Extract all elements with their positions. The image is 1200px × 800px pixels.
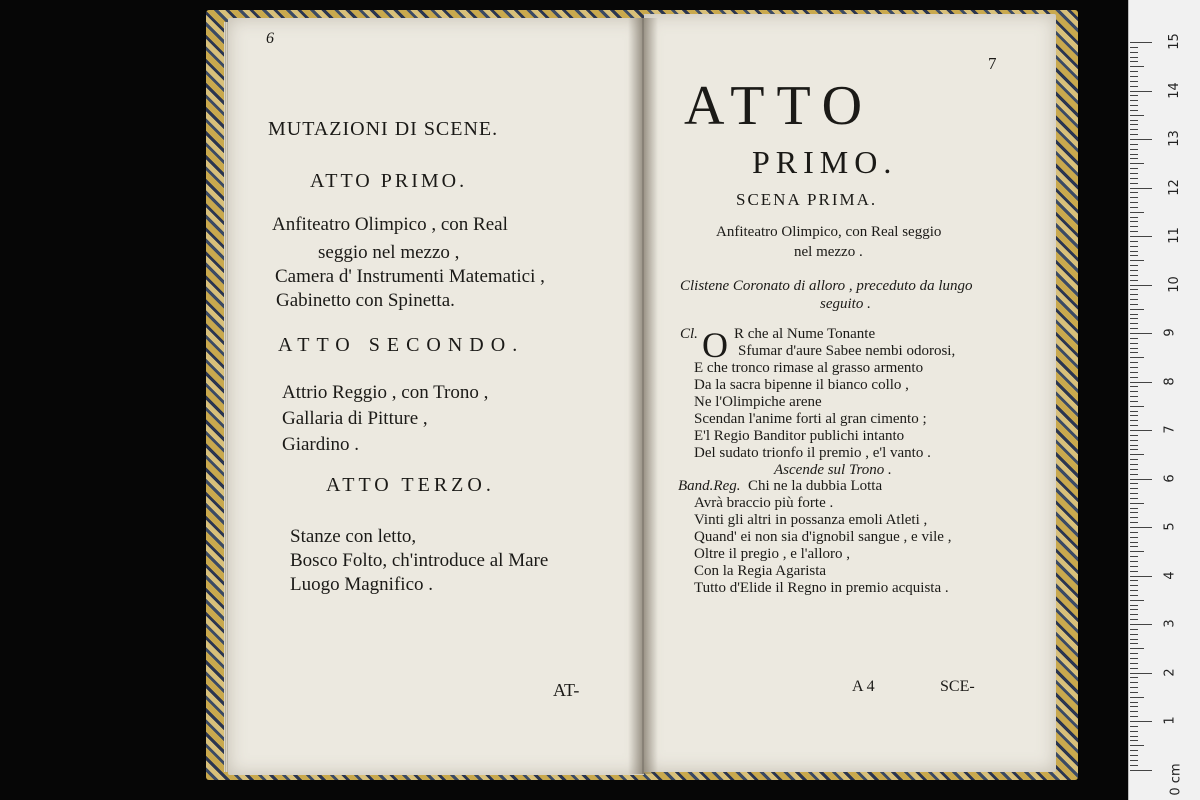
left-page-heading: MUTAZIONI DI SCENE. [268, 118, 499, 140]
ruler-tick [1130, 595, 1138, 596]
measuring-ruler [1128, 0, 1200, 800]
act-title: ATTO TERZO. [326, 474, 495, 496]
ruler-tick [1130, 614, 1138, 615]
ruler-tick [1130, 600, 1144, 601]
ruler-tick [1130, 348, 1138, 349]
ruler-tick [1130, 314, 1138, 315]
ruler-tick [1130, 285, 1152, 286]
ruler-tick [1130, 571, 1138, 572]
ruler-tick [1130, 474, 1138, 475]
ruler-tick [1130, 498, 1138, 499]
verse-line: R che al Nume Tonante [734, 326, 876, 342]
stage-direction: Ascende sul Trono . [774, 462, 892, 478]
ruler-tick [1130, 91, 1152, 92]
ruler-tick [1130, 192, 1138, 193]
ruler-tick [1130, 590, 1138, 591]
scene-line: Gabinetto con Spinetta. [276, 290, 455, 311]
ruler-tick [1130, 338, 1138, 339]
ruler-tick [1130, 396, 1138, 397]
ruler-tick [1130, 770, 1152, 771]
ruler-tick [1130, 265, 1138, 266]
ruler-number: 7 [1162, 425, 1178, 434]
ruler-tick [1130, 86, 1138, 87]
ruler-tick [1130, 144, 1138, 145]
ruler-tick [1130, 765, 1138, 766]
ruler-tick [1130, 658, 1138, 659]
ruler-tick [1130, 47, 1138, 48]
ruler-tick [1130, 430, 1152, 431]
ruler-tick [1130, 673, 1152, 674]
ruler-tick [1130, 546, 1138, 547]
verse-line: Vinti gli altri in possanza emoli Atleti , [694, 512, 928, 528]
ruler-tick [1130, 120, 1138, 121]
ruler-number: 3 [1162, 619, 1178, 628]
ruler-tick [1130, 386, 1138, 387]
ruler-tick [1130, 488, 1138, 489]
ruler-tick [1130, 760, 1138, 761]
ruler-tick [1130, 648, 1144, 649]
ruler-tick [1130, 304, 1138, 305]
verse-line: Quand' ei non sia d'ignobil sangue , e vile , [694, 529, 952, 545]
ruler-tick [1130, 275, 1138, 276]
ruler-tick [1130, 479, 1152, 480]
ruler-tick [1130, 682, 1138, 683]
speaker-name: Band.Reg. [678, 478, 741, 494]
ruler-tick [1130, 522, 1138, 523]
ruler-tick [1130, 163, 1144, 164]
ruler-tick [1130, 731, 1138, 732]
ruler-tick [1130, 188, 1152, 189]
scene-line: Giardino . [282, 434, 360, 455]
right-page-number: 7 [988, 54, 997, 73]
ruler-tick [1130, 309, 1144, 310]
ruler-tick [1130, 280, 1138, 281]
ruler-tick [1130, 512, 1138, 513]
book-gutter [628, 18, 658, 774]
verse-line: E che tronco rimase al grasso armento [694, 360, 924, 376]
ruler-tick [1130, 605, 1138, 606]
ruler-tick [1130, 289, 1138, 290]
ruler-tick [1130, 333, 1152, 334]
act-title: ATTO PRIMO. [310, 170, 468, 192]
ruler-tick [1130, 716, 1138, 717]
ruler-number: 10 [1166, 275, 1182, 293]
ruler-tick [1130, 391, 1138, 392]
act-number-heading: PRIMO. [752, 144, 898, 180]
ruler-tick [1130, 425, 1138, 426]
ruler-tick [1130, 740, 1138, 741]
ruler-tick [1130, 95, 1138, 96]
left-page-number: 6 [266, 30, 274, 47]
ruler-tick [1130, 750, 1138, 751]
stage-direction: Clistene Coronato di alloro , preceduto da lungo [680, 278, 973, 294]
ruler-tick [1130, 706, 1138, 707]
ruler-tick [1130, 527, 1152, 528]
ruler-tick [1130, 639, 1138, 640]
ruler-tick [1130, 71, 1138, 72]
ruler-tick [1130, 110, 1138, 111]
ruler-number: 8 [1162, 376, 1178, 386]
ruler-tick [1130, 260, 1144, 261]
ruler-tick [1130, 81, 1138, 82]
ruler-tick [1130, 154, 1138, 155]
left-catchword: AT- [553, 680, 580, 700]
ruler-tick [1130, 566, 1138, 567]
ruler-number: 4 [1162, 570, 1178, 580]
ruler-tick [1130, 173, 1138, 174]
ruler-tick [1130, 736, 1138, 737]
ruler-tick [1130, 367, 1138, 368]
ruler-tick [1130, 508, 1138, 509]
ruler-tick [1130, 624, 1152, 625]
ruler-tick [1130, 483, 1138, 484]
ruler-tick [1130, 105, 1138, 106]
setting-line: nel mezzo . [794, 244, 863, 260]
ruler-tick [1130, 318, 1138, 319]
ruler-tick [1130, 294, 1138, 295]
ruler-tick [1130, 454, 1144, 455]
ruler-tick [1130, 585, 1138, 586]
ruler-tick [1130, 469, 1138, 470]
ruler-tick [1130, 697, 1144, 698]
ruler-tick [1130, 382, 1152, 383]
ruler-tick [1130, 149, 1138, 150]
ruler-tick [1130, 183, 1138, 184]
ruler-tick [1130, 440, 1138, 441]
ruler-tick [1130, 323, 1138, 324]
scene-line: Luogo Magnifico . [290, 574, 434, 595]
ruler-tick [1130, 745, 1144, 746]
verse-line: Con la Regia Agarista [694, 563, 827, 579]
ruler-tick [1130, 561, 1138, 562]
ruler-tick [1130, 542, 1138, 543]
ruler-tick [1130, 449, 1138, 450]
ruler-tick [1130, 124, 1138, 125]
scene-heading: SCENA PRIMA. [736, 190, 878, 209]
ruler-tick [1130, 212, 1144, 213]
ruler-tick [1130, 643, 1138, 644]
ruler-tick [1130, 677, 1138, 678]
right-catchword: SCE- [940, 678, 975, 695]
ruler-tick [1130, 415, 1138, 416]
ruler-tick [1130, 372, 1138, 373]
ruler-tick [1130, 57, 1138, 58]
ruler-tick [1130, 692, 1138, 693]
verse-line: Da la sacra bipenne il bianco collo , [694, 377, 909, 393]
ruler-tick [1130, 231, 1138, 232]
verse-line: Sfumar d'aure Sabee nembi odorosi, [738, 343, 956, 359]
ruler-tick [1130, 464, 1138, 465]
stage-direction: seguito . [820, 296, 871, 312]
ruler-tick [1130, 503, 1144, 504]
scene-line: Gallaria di Pitture , [282, 408, 428, 429]
ruler-tick [1130, 653, 1138, 654]
ruler-tick [1130, 328, 1138, 329]
verse-line: Tutto d'Elide il Regno in premio acquista . [694, 580, 949, 596]
ruler-tick [1130, 61, 1138, 62]
ruler-tick [1130, 726, 1138, 727]
ruler-tick [1130, 721, 1152, 722]
ruler-tick [1130, 343, 1138, 344]
scene-line: Camera d' Instrumenti Matematici , [275, 266, 545, 287]
ruler-tick [1130, 352, 1138, 353]
ruler-number: 15 [1166, 33, 1182, 50]
ruler-tick [1130, 207, 1138, 208]
ruler-tick [1130, 246, 1138, 247]
ruler-tick [1130, 576, 1152, 577]
ruler-tick [1130, 226, 1138, 227]
ruler-tick [1130, 178, 1138, 179]
ruler-tick [1130, 129, 1138, 130]
ruler-tick [1130, 687, 1138, 688]
scene-line: seggio nel mezzo , [318, 242, 460, 263]
ruler-tick [1130, 168, 1138, 169]
ruler-tick [1130, 255, 1138, 256]
scene-line: Attrio Reggio , con Trono , [282, 382, 489, 403]
ruler-tick [1130, 532, 1138, 533]
ruler-number: 12 [1166, 178, 1182, 196]
ruler-number: 6 [1162, 473, 1178, 483]
ruler-tick [1130, 619, 1138, 620]
ruler-tick [1130, 755, 1138, 756]
ruler-tick [1130, 420, 1138, 421]
ruler-number: 0 cm [1168, 763, 1184, 796]
ruler-tick [1130, 115, 1144, 116]
ruler-tick [1130, 702, 1138, 703]
scene-line: Bosco Folto, ch'introduce al Mare [290, 550, 549, 571]
ruler-tick [1130, 377, 1138, 378]
ruler-tick [1130, 52, 1138, 53]
ruler-tick [1130, 401, 1138, 402]
ruler-tick [1130, 236, 1152, 237]
ruler-tick [1130, 580, 1138, 581]
ruler-number: 2 [1162, 667, 1178, 677]
ruler-tick [1130, 134, 1138, 135]
ruler-number: 1 [1162, 716, 1178, 725]
verse-line: Ne l'Olimpiche arene [694, 394, 822, 410]
ruler-tick [1130, 197, 1138, 198]
ruler-tick [1130, 357, 1144, 358]
scene-line: Stanze con letto, [290, 526, 417, 547]
setting-line: Anfiteatro Olimpico, con Real seggio [716, 224, 942, 240]
ruler-tick [1130, 66, 1144, 67]
verse-line: Oltre il pregio , e l'alloro , [694, 546, 850, 562]
ruler-tick [1130, 634, 1138, 635]
ruler-tick [1130, 42, 1152, 43]
ruler-tick [1130, 241, 1138, 242]
ruler-tick [1130, 556, 1138, 557]
drop-capital: O [702, 325, 728, 365]
ruler-tick [1130, 711, 1138, 712]
ruler-tick [1130, 217, 1138, 218]
ruler-tick [1130, 76, 1138, 77]
ruler-tick [1130, 435, 1138, 436]
ruler-tick [1130, 221, 1138, 222]
ruler-tick [1130, 406, 1144, 407]
ruler-number: 13 [1166, 130, 1182, 147]
ruler-tick [1130, 299, 1138, 300]
ruler-tick [1130, 139, 1152, 140]
ruler-tick [1130, 100, 1138, 101]
ruler-tick [1130, 411, 1138, 412]
verse-line: Chi ne la dubbia Lotta [748, 478, 883, 494]
ruler-tick [1130, 537, 1138, 538]
verse-line: Scendan l'anime forti al gran cimento ; [694, 411, 927, 427]
ruler-tick [1130, 493, 1138, 494]
ruler-number: 11 [1166, 227, 1182, 244]
ruler-tick [1130, 459, 1138, 460]
signature-mark: A 4 [852, 678, 875, 695]
ruler-tick [1130, 668, 1138, 669]
ruler-tick [1130, 517, 1138, 518]
scene-line: Anfiteatro Olimpico , con Real [272, 214, 508, 235]
act-title: ATTO SECONDO. [278, 334, 525, 356]
ruler-number: 9 [1162, 328, 1178, 337]
ruler-tick [1130, 158, 1138, 159]
ruler-tick [1130, 551, 1144, 552]
ruler-tick [1130, 629, 1138, 630]
verse-line: E'l Regio Banditor publichi intanto [694, 428, 905, 444]
verse-line: Del sudato trionfo il premio , e'l vanto . [694, 445, 931, 461]
ruler-tick [1130, 202, 1138, 203]
ruler-number: 14 [1166, 81, 1182, 99]
ruler-tick [1130, 663, 1138, 664]
act-heading: ATTO [684, 75, 875, 137]
ruler-tick [1130, 270, 1138, 271]
ruler-tick [1130, 362, 1138, 363]
ruler-number: 5 [1162, 522, 1178, 531]
verse-line: Avrà braccio più forte . [694, 495, 834, 511]
ruler-tick [1130, 445, 1138, 446]
speaker-name: Cl. [680, 326, 698, 342]
ruler-tick [1130, 609, 1138, 610]
ruler-tick [1130, 251, 1138, 252]
